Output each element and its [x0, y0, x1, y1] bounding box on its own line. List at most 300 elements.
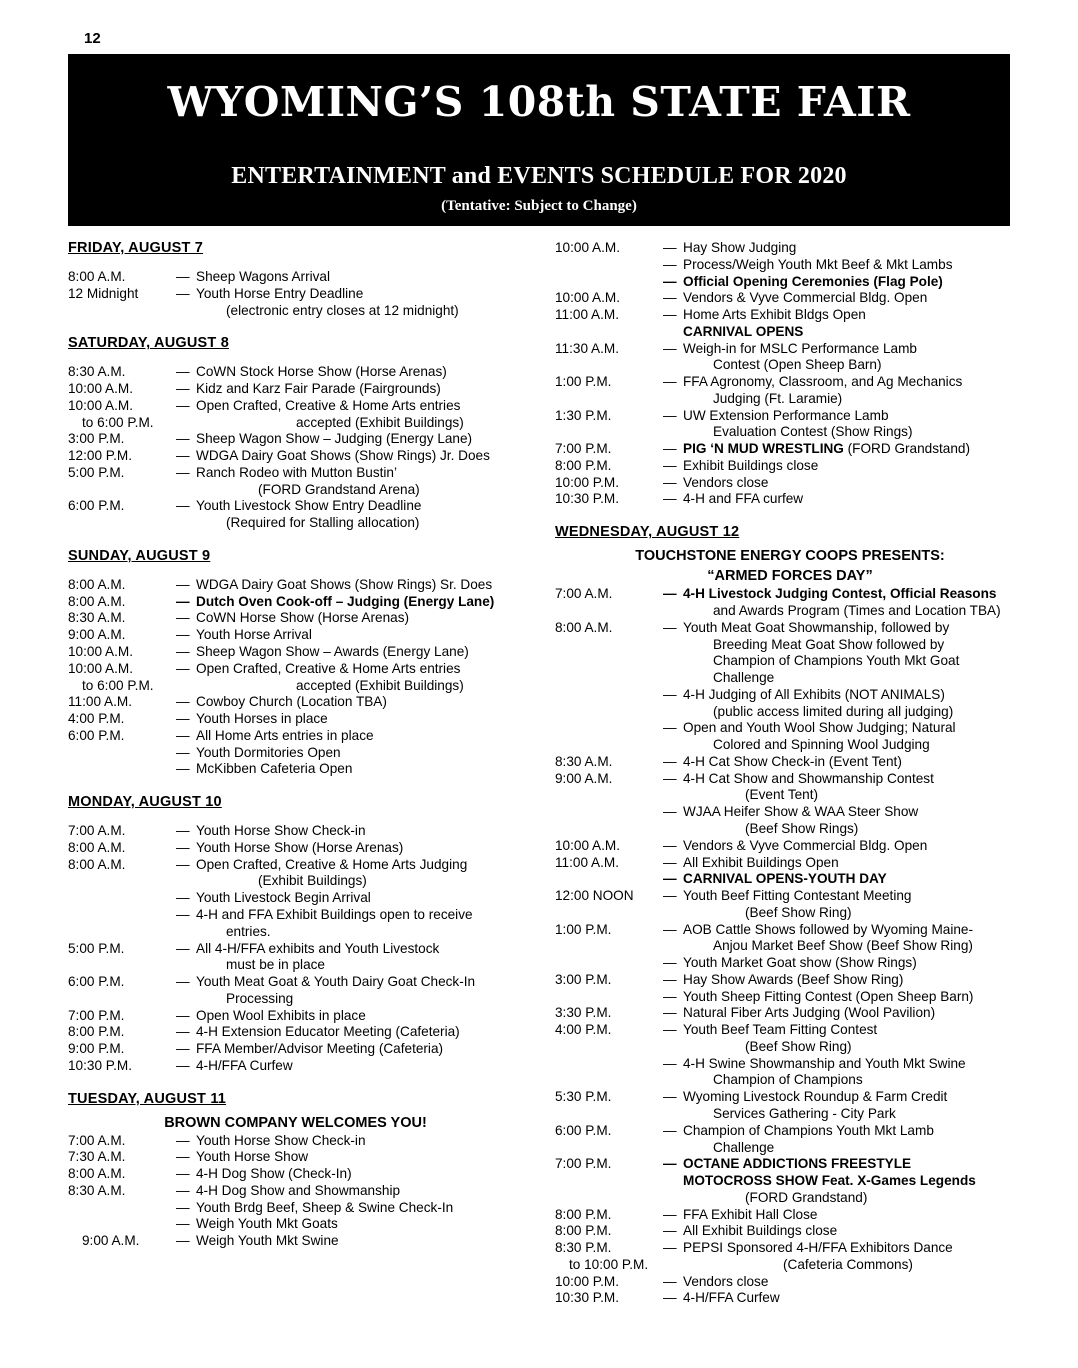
- event-row: [68, 398, 523, 415]
- event-row: [555, 290, 1025, 307]
- event-dash: [663, 424, 683, 441]
- event-dash: —: [176, 610, 190, 626]
- event-time: to 6:00 P.M.: [82, 414, 154, 430]
- event-time: 11:30 A.M.: [555, 340, 619, 356]
- event-time: [555, 324, 663, 341]
- event-dash: —: [663, 1273, 677, 1289]
- event-dash: —: [663, 619, 677, 635]
- event-dash: —: [663, 753, 677, 769]
- event-time: 6:00 P.M.: [68, 498, 125, 514]
- event-description: 4-H Dog Show (Check-In): [196, 1166, 352, 1182]
- event-dash: [663, 1140, 683, 1157]
- event-dash: —: [176, 1057, 190, 1073]
- event-time: [555, 1072, 663, 1089]
- event-row: [555, 972, 1025, 989]
- event-description: Youth Meat Goat Showmanship, followed by: [683, 619, 950, 635]
- event-description: (Beef Show Ring): [745, 904, 852, 920]
- event-description: PIG ‘N MUD WRESTLING (FORD Grandstand): [683, 441, 971, 457]
- event-description: and Awards Program (Times and Location TBA): [713, 603, 1001, 619]
- event-description: WDGA Dairy Goat Shows (Show Rings) Sr. Does: [196, 576, 493, 592]
- event-description: Youth Horse Entry Deadline: [196, 285, 364, 301]
- day-heading: MONDAY, AUGUST 10: [68, 794, 222, 811]
- event-time: [555, 1106, 663, 1123]
- event-row: [555, 374, 1025, 391]
- page-number: 12: [84, 30, 101, 47]
- day-heading: FRIDAY, AUGUST 7: [68, 240, 204, 256]
- event-time: 7:00 A.M.: [555, 586, 613, 602]
- right-top-event-table: [555, 240, 1025, 508]
- event-dash: —: [176, 1233, 190, 1249]
- event-description: All 4-H/FFA exhibits and Youth Livestock: [196, 940, 440, 956]
- event-row: [68, 1166, 523, 1183]
- event-row: [555, 771, 1025, 788]
- schedule-note: (Tentative: Subject to Change): [441, 198, 637, 215]
- event-time: 4:00 P.M.: [555, 1022, 612, 1038]
- event-row: [555, 1207, 1025, 1224]
- event-time: [555, 804, 663, 821]
- event-time: 8:00 A.M.: [68, 1166, 126, 1182]
- event-row: [68, 381, 523, 398]
- sponsor-heading: TOUCHSTONE ENERGY COOPS PRESENTS:: [635, 548, 945, 565]
- event-row: [68, 1183, 523, 1200]
- event-time: 8:30 A.M.: [68, 1182, 126, 1198]
- event-dash: [663, 704, 683, 721]
- event-dash: —: [176, 711, 190, 727]
- event-dash: —: [663, 955, 677, 971]
- event-description: 4-H Extension Educator Meeting (Cafeteria): [196, 1024, 460, 1040]
- event-row: [68, 924, 523, 941]
- event-time: [555, 357, 663, 374]
- event-dash: —: [176, 974, 190, 990]
- event-description: 4-H and FFA Exhibit Buildings open to receive: [196, 906, 473, 922]
- event-description: Home Arts Exhibit Bldgs Open: [683, 307, 866, 323]
- event-dash: —: [176, 744, 190, 760]
- day-heading: SATURDAY, AUGUST 8: [68, 335, 229, 352]
- event-time: [555, 257, 663, 274]
- event-description: CoWN Horse Show (Horse Arenas): [196, 610, 410, 626]
- event-row: [68, 873, 523, 890]
- event-description: must be in place: [226, 957, 325, 973]
- event-dash: —: [663, 1022, 677, 1038]
- event-description: Champion of Champions Youth Mkt Goat: [713, 653, 960, 669]
- event-row: [555, 257, 1025, 274]
- event-description: Weigh Youth Mkt Goats: [196, 1216, 338, 1232]
- event-row: [555, 737, 1025, 754]
- event-row: [555, 754, 1025, 771]
- spacer: [68, 357, 523, 364]
- event-dash: —: [176, 464, 190, 480]
- day-heading: SUNDAY, AUGUST 9: [68, 547, 211, 564]
- event-row: [555, 905, 1025, 922]
- event-description: Youth Horses in place: [196, 711, 328, 727]
- event-dash: —: [176, 1132, 190, 1148]
- event-time: [68, 991, 176, 1008]
- event-row: [555, 670, 1025, 687]
- event-row: [555, 1173, 1025, 1190]
- event-dash: —: [663, 441, 677, 457]
- day-heading: WEDNESDAY, AUGUST 12: [555, 524, 740, 541]
- event-row: [68, 286, 523, 303]
- event-time: 1:00 P.M.: [555, 374, 612, 390]
- event-description: (electronic entry closes at 12 midnight): [226, 302, 459, 318]
- event-description: 4-H Judging of All Exhibits (NOT ANIMALS): [683, 686, 945, 702]
- event-row: [555, 1257, 1025, 1274]
- event-description: (FORD Grandstand): [745, 1189, 868, 1205]
- event-time: 12:00 P.M.: [68, 448, 132, 464]
- event-row: [555, 357, 1025, 374]
- event-time: [68, 957, 176, 974]
- event-time: 7:00 P.M.: [555, 1156, 612, 1172]
- event-time: 8:00 P.M.: [555, 1206, 612, 1222]
- event-time: 11:00 A.M.: [68, 694, 132, 710]
- event-dash: —: [663, 1005, 677, 1021]
- event-row: [555, 1274, 1025, 1291]
- event-dash: [663, 391, 683, 408]
- event-description: Challenge: [713, 670, 775, 686]
- event-time: 11:00 A.M.: [555, 854, 619, 870]
- event-time: 3:00 P.M.: [555, 971, 612, 987]
- event-description: Vendors & Vyve Commercial Bldg. Open: [683, 290, 928, 306]
- event-time: 12:00 NOON: [555, 888, 634, 904]
- event-time: 7:00 A.M.: [68, 1132, 126, 1148]
- event-dash: —: [176, 823, 190, 839]
- event-row: [555, 653, 1025, 670]
- event-description: Ranch Rodeo with Mutton Bustin’: [196, 464, 397, 480]
- event-time: 10:30 P.M.: [68, 1057, 132, 1073]
- event-description: Contest (Open Sheep Barn): [713, 357, 882, 373]
- event-row: [68, 907, 523, 924]
- event-row: [68, 644, 523, 661]
- event-row: [68, 1008, 523, 1025]
- event-dash: [176, 303, 196, 320]
- event-description: FFA Exhibit Hall Close: [683, 1206, 818, 1222]
- spacer: [68, 262, 523, 269]
- event-dash: —: [663, 854, 677, 870]
- event-dash: —: [663, 457, 677, 473]
- event-time: 1:30 P.M.: [555, 407, 612, 423]
- event-time: [555, 720, 663, 737]
- event-description: accepted (Exhibit Buildings): [296, 677, 464, 693]
- event-row: [68, 728, 523, 745]
- event-description: Youth Horse Show Check-in: [196, 823, 366, 839]
- event-time: 10:30 P.M.: [555, 1290, 619, 1306]
- schedule-subtitle: ENTERTAINMENT and EVENTS SCHEDULE FOR 2020: [231, 163, 847, 190]
- event-description: CARNIVAL OPENS: [683, 323, 804, 339]
- left-2-event-table: [68, 577, 523, 778]
- event-description: Youth Livestock Begin Arrival: [196, 890, 371, 906]
- event-row: [68, 498, 523, 515]
- header-banner: [68, 54, 1010, 226]
- event-description: Sheep Wagon Show – Awards (Energy Lane): [196, 644, 469, 660]
- event-dash: —: [176, 856, 190, 872]
- event-description: Vendors close: [683, 474, 769, 490]
- event-description: Youth Brdg Beef, Sheep & Swine Check-In: [196, 1199, 454, 1215]
- event-dash: —: [176, 269, 190, 284]
- theme-heading: “ARMED FORCES DAY”: [707, 568, 873, 585]
- event-time: 9:00 P.M.: [68, 1041, 125, 1057]
- spacer: [68, 816, 523, 823]
- event-time: [555, 653, 663, 670]
- event-description: Hay Show Awards (Beef Show Ring): [683, 971, 904, 987]
- event-row: [68, 364, 523, 381]
- event-time: [68, 890, 176, 907]
- event-time: [555, 821, 663, 838]
- event-description: Weigh-in for MSLC Performance Lamb: [683, 340, 917, 356]
- event-row: [68, 1058, 523, 1075]
- event-time: 6:00 P.M.: [555, 1122, 612, 1138]
- event-dash: [663, 357, 683, 374]
- event-description: Natural Fiber Arts Judging (Wool Pavilion): [683, 1005, 936, 1021]
- event-row: [68, 448, 523, 465]
- event-time: 8:00 A.M.: [68, 593, 126, 609]
- event-row: [68, 594, 523, 611]
- event-description: CoWN Stock Horse Show (Horse Arenas): [196, 364, 447, 380]
- event-row: [555, 274, 1025, 291]
- event-row: [555, 408, 1025, 425]
- event-dash: —: [176, 448, 190, 464]
- event-dash: —: [176, 727, 190, 743]
- event-description: AOB Cattle Shows followed by Wyoming Maine-: [683, 921, 973, 937]
- event-time: [555, 670, 663, 687]
- event-dash: [176, 991, 196, 1008]
- event-dash: [663, 821, 683, 838]
- event-description: Cowboy Church (Location TBA): [196, 694, 387, 710]
- event-row: [555, 341, 1025, 358]
- event-row: [68, 482, 523, 499]
- event-dash: —: [663, 1122, 677, 1138]
- event-description: CARNIVAL OPENS-YOUTH DAY: [683, 871, 887, 887]
- event-description: WJAA Heifer Show & WAA Steer Show: [683, 804, 919, 820]
- event-description: 4-H Dog Show and Showmanship: [196, 1182, 401, 1198]
- event-dash: —: [176, 1007, 190, 1023]
- event-dash: —: [663, 1240, 677, 1256]
- event-time: [68, 303, 176, 320]
- event-row: [68, 431, 523, 448]
- event-dash: —: [176, 593, 190, 609]
- event-dash: [663, 603, 683, 620]
- event-description: Processing: [226, 990, 294, 1006]
- event-time: 8:30 A.M.: [555, 753, 613, 769]
- event-row: [555, 1190, 1025, 1207]
- event-dash: —: [663, 1290, 677, 1306]
- event-row: [68, 974, 523, 991]
- event-time: [555, 391, 663, 408]
- event-row: [555, 804, 1025, 821]
- event-row: [555, 922, 1025, 939]
- event-dash: —: [176, 285, 190, 301]
- event-time: 3:30 P.M.: [555, 1005, 612, 1021]
- event-description: Kidz and Karz Fair Parade (Fairgrounds): [196, 381, 441, 397]
- event-description: Sheep Wagon Show – Judging (Energy Lane): [196, 431, 473, 447]
- event-time: 8:30 P.M.: [555, 1240, 612, 1256]
- event-dash: —: [663, 290, 677, 306]
- event-description: Vendors & Vyve Commercial Bldg. Open: [683, 837, 928, 853]
- event-time: 10:00 A.M.: [68, 381, 133, 397]
- event-time: [555, 938, 663, 955]
- event-row: [68, 745, 523, 762]
- event-time: [68, 515, 176, 532]
- event-description: (Beef Show Rings): [745, 820, 859, 836]
- event-description: 4-H and FFA curfew: [683, 491, 804, 507]
- event-time: 10:00 A.M.: [68, 397, 133, 413]
- event-row: [555, 989, 1025, 1006]
- right-wed-event-table: [555, 586, 1025, 1307]
- event-dash: —: [176, 1199, 190, 1215]
- event-row: [555, 491, 1025, 508]
- event-dash: —: [663, 240, 677, 255]
- event-description: (Cafeteria Commons): [783, 1256, 913, 1272]
- event-row: [555, 855, 1025, 872]
- event-dash: —: [663, 1089, 677, 1105]
- event-description: Youth Horse Show (Horse Arenas): [196, 839, 404, 855]
- event-description: Champion of Champions: [713, 1072, 863, 1088]
- event-description: FFA Member/Advisor Meeting (Cafeteria): [196, 1041, 444, 1057]
- event-dash: [663, 1039, 683, 1056]
- event-row: [555, 955, 1025, 972]
- event-row: [68, 991, 523, 1008]
- event-time: 1:00 P.M.: [555, 921, 612, 937]
- event-time: 8:00 P.M.: [555, 1223, 612, 1239]
- left-column: [68, 240, 523, 1250]
- event-time: [555, 1173, 663, 1190]
- left-0-event-table: [68, 269, 523, 319]
- event-dash: —: [663, 837, 677, 853]
- event-time: 12 Midnight: [68, 285, 139, 301]
- event-row: [68, 857, 523, 874]
- event-dash: —: [176, 1041, 190, 1057]
- event-description: 4-H Livestock Judging Contest, Official Reasons: [683, 586, 997, 602]
- event-time: [555, 955, 663, 972]
- event-row: [555, 1039, 1025, 1056]
- event-row: [68, 840, 523, 857]
- event-description: MOTOCROSS SHOW Feat. X-Games Legends: [683, 1173, 976, 1189]
- event-description: 4-H Cat Show Check-in (Event Tent): [683, 753, 902, 769]
- event-dash: [663, 324, 683, 341]
- event-description: (Beef Show Ring): [745, 1038, 852, 1054]
- event-time: 9:00 A.M.: [68, 627, 126, 643]
- event-row: [68, 1200, 523, 1217]
- event-row: [555, 704, 1025, 721]
- event-row: [68, 1133, 523, 1150]
- event-time: [68, 482, 176, 499]
- spacer: [68, 570, 523, 577]
- event-time: 11:00 A.M.: [555, 307, 619, 323]
- event-description: (FORD Grandstand Arena): [258, 481, 420, 497]
- event-row: [68, 627, 523, 644]
- event-dash: [176, 873, 196, 890]
- event-description: Champion of Champions Youth Mkt Lamb: [683, 1122, 934, 1138]
- event-time: to 6:00 P.M.: [82, 677, 154, 693]
- event-row: [68, 661, 523, 678]
- event-row: [555, 307, 1025, 324]
- event-row: [68, 1024, 523, 1041]
- event-time: [555, 424, 663, 441]
- event-dash: —: [663, 988, 677, 1004]
- event-dash: —: [176, 839, 190, 855]
- event-description: Youth Market Goat show (Show Rings): [683, 955, 917, 971]
- event-time: 8:00 P.M.: [68, 1024, 125, 1040]
- event-dash: [176, 515, 196, 532]
- event-dash: —: [176, 364, 190, 380]
- event-row: [555, 687, 1025, 704]
- event-row: [68, 761, 523, 778]
- event-row: [555, 458, 1025, 475]
- event-time: 10:00 P.M.: [555, 1273, 619, 1289]
- event-description: Youth Sheep Fitting Contest (Open Sheep Barn): [683, 988, 974, 1004]
- event-dash: —: [663, 686, 677, 702]
- event-row: [555, 871, 1025, 888]
- event-description: Open Crafted, Creative & Home Arts Judging: [196, 856, 468, 872]
- event-time: 8:30 A.M.: [68, 364, 126, 380]
- event-dash: —: [176, 1216, 190, 1232]
- event-time: 10:00 A.M.: [68, 660, 133, 676]
- event-dash: —: [176, 576, 190, 592]
- event-description: 4-H Swine Showmanship and Youth Mkt Swine: [683, 1055, 966, 1071]
- event-dash: —: [663, 474, 677, 490]
- event-row: [68, 269, 523, 286]
- event-time: 9:00 A.M.: [555, 770, 613, 786]
- event-time: [555, 1140, 663, 1157]
- event-row: [555, 838, 1025, 855]
- event-dash: —: [663, 273, 677, 289]
- event-description: Open Wool Exhibits in place: [196, 1007, 366, 1023]
- event-time: [555, 1190, 663, 1207]
- event-row: [555, 1089, 1025, 1106]
- event-time: 8:00 A.M.: [68, 856, 126, 872]
- event-dash: [176, 957, 196, 974]
- event-row: [555, 1140, 1025, 1157]
- event-row: [555, 1156, 1025, 1173]
- right-column: [555, 240, 1025, 1307]
- event-row: [555, 637, 1025, 654]
- event-row: [555, 475, 1025, 492]
- event-description: Youth Livestock Show Entry Deadline: [196, 498, 422, 514]
- event-time: 5:00 P.M.: [68, 464, 125, 480]
- event-time: 8:30 A.M.: [68, 610, 126, 626]
- event-time: [68, 1200, 176, 1217]
- event-description: Youth Beef Team Fitting Contest: [683, 1022, 878, 1038]
- event-row: [68, 711, 523, 728]
- event-dash: —: [663, 407, 677, 423]
- left-3-event-table: [68, 823, 523, 1074]
- event-time: [555, 274, 663, 291]
- event-description: Hay Show Judging: [683, 240, 797, 255]
- event-description: 4-H Cat Show and Showmanship Contest: [683, 770, 934, 786]
- event-time: 10:00 A.M.: [555, 240, 620, 255]
- event-time: 7:00 P.M.: [555, 441, 612, 457]
- sponsor-heading: BROWN COMPANY WELCOMES YOU!: [164, 1114, 427, 1131]
- event-row: [555, 324, 1025, 341]
- event-time: 7:00 P.M.: [68, 1007, 125, 1023]
- event-time: [68, 924, 176, 941]
- event-row: [68, 415, 523, 432]
- event-description: Youth Horse Show Check-in: [196, 1132, 366, 1148]
- event-description: FFA Agronomy, Classroom, and Ag Mechanics: [683, 374, 963, 390]
- event-dash: —: [663, 804, 677, 820]
- event-row: [555, 586, 1025, 603]
- event-row: [555, 821, 1025, 838]
- event-row: [68, 678, 523, 695]
- event-row: [68, 957, 523, 974]
- event-row: [68, 610, 523, 627]
- event-description: 4-H/FFA Curfew: [683, 1290, 780, 1306]
- event-dash: —: [663, 888, 677, 904]
- event-dash: —: [663, 340, 677, 356]
- event-description: (Event Tent): [745, 787, 819, 803]
- event-row: [555, 1223, 1025, 1240]
- event-description: All Home Arts entries in place: [196, 727, 374, 743]
- event-description: Open Crafted, Creative & Home Arts entries: [196, 660, 461, 676]
